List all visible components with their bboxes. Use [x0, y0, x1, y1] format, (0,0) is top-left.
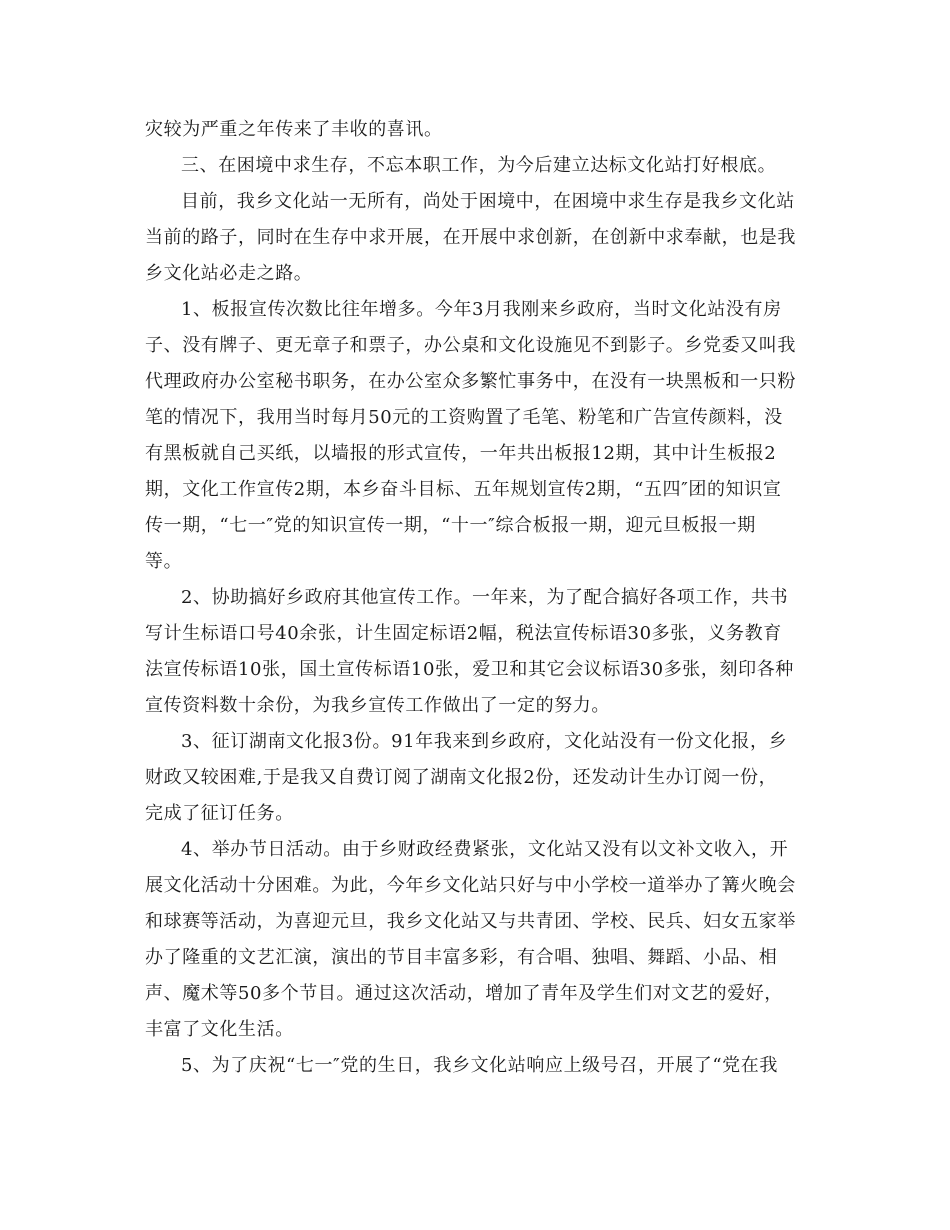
item-1-line: 1、板报宣传次数比往年增多。今年3月我刚来乡政府，当时文化站没有房: [181, 299, 782, 320]
document-body: [145, 112, 803, 1084]
item-2-line: 2、协助搞好乡政府其他宣传工作。一年来，为了配合搞好各项工作，共书: [181, 587, 789, 608]
text-line: 丰富了文化生活。: [145, 1019, 294, 1040]
text-line: 法宣传标语10张，国土宣传标语10张，爱卫和其它会议标语30多张，刻印各种: [145, 659, 794, 680]
item-4-line: 4、举办节日活动。由于乡财政经费紧张，文化站又没有以文补文收入，开: [181, 839, 789, 860]
text-line: 写计生标语口号40余张，计生固定标语2幅，税法宣传标语30多张，义务教育: [145, 623, 782, 644]
text-line: 期，文化工作宣传2期，本乡奋斗目标、五年规划宣传2期，“五四″团的知识宣: [145, 479, 782, 500]
text-line: 传一期，“七一″党的知识宣传一期，“十一″综合板报一期，迎元旦板报一期: [145, 515, 756, 536]
text-line: 代理政府办公室秘书职务，在办公室众多繁忙事务中，在没有一块黑板和一只粉: [145, 371, 796, 392]
item-3-line: 3、征订湖南文化报3份。91年我来到乡政府，文化站没有一份文化报，乡: [181, 731, 788, 752]
text-line: 和球赛等活动，为喜迎元旦，我乡文化站又与共青团、学校、民兵、妇女五家举: [145, 911, 796, 932]
text-line: 声、魔术等50多个节目。通过这次活动，增加了青年及学生们对文艺的爱好，: [145, 983, 783, 1004]
text-line: 展文化活动十分困难。为此，今年乡文化站只好与中小学校一道举办了篝火晚会: [145, 875, 796, 896]
text-line: 等。: [145, 551, 183, 572]
item-5-line: 5、为了庆祝“七一″党的生日，我乡文化站响应上级号召，开展了“党在我: [181, 1055, 778, 1076]
text-line: 办了隆重的文艺汇演，演出的节目丰富多彩，有合唱、独唱、舞蹈、小品、相: [145, 947, 778, 968]
text-line: 子、没有牌子、更无章子和票子，办公桌和文化设施见不到影子。乡党委又叫我: [145, 335, 796, 356]
section-heading: 三、在困境中求生存，不忘本职工作，为今后建立达标文化站打好根底。: [181, 155, 777, 176]
text-line: 有黑板就自己买纸，以墙报的形式宣传，一年共出板报12期，其中计生板报2: [145, 443, 777, 464]
text-line: 完成了征订任务。: [145, 803, 294, 824]
text-line: 目前，我乡文化站一无所有，尚处于困境中，在困境中求生存是我乡文化站: [181, 191, 795, 212]
text-line: 灾较为严重之年传来了丰收的喜讯。: [145, 119, 443, 140]
text-line: 乡文化站必走之路。: [145, 263, 313, 284]
text-line: 财政又较困难,于是我又自费订阅了湖南文化报2份，还发动计生办订阅一份，: [145, 767, 778, 788]
text-line: 笔的情况下，我用当时每月50元的工资购置了毛笔、粉笔和广告宣传颜料，没: [145, 407, 783, 428]
text-line: 宣传资料数十余份，为我乡宣传工作做出了一定的努力。: [145, 695, 610, 716]
text-line: 当前的路子，同时在生存中求开展，在开展中求创新，在创新中求奉献，也是我: [145, 227, 796, 248]
